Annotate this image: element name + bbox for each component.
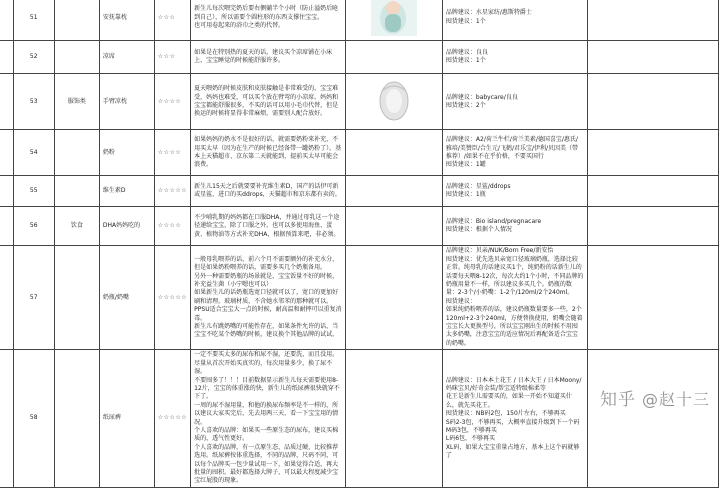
table-row [0, 176, 719, 207]
priority-stars: ☆☆☆ [154, 41, 190, 74]
product-image [345, 0, 442, 41]
row-number: 53 [13, 74, 54, 130]
item-description: 如果是在特别热的夏天的话，建议买个凉席铺在小床上，宝宝睡觉的时候能舒服许多。 [191, 41, 345, 74]
brand-suggestion: 品牌建议：贝亲/NUK/Born Free/新安怡 囤货建议：优先选贝亲宽口径玻璃奶瓶，选择比较正常。纯母乳的话建议买1个，纯奶粉的话新生儿的话要每天喂8-12次，每次大约1个小时，不同品牌的奶瓶用量不一样，所以建议多买几个。奶瓶的数量：2-3个/小奶嘴：1-2个/120ml/2个240ml。 囤货建议： 如果纯奶粉喂养的话，建议奶瓶数量要多一些，2个120ml+2-3个240ml，方便替换使用，奶嘴会随着宝宝长大更换型号，所以宝宝刚出生的时候不用囤太多奶嘴，注意宝宝的适应情况后再配备适合宝宝的奶嘴。 [442, 246, 587, 350]
product-image [345, 74, 442, 130]
row-number: 51 [13, 0, 54, 41]
zhihu-logo: 知乎 [599, 390, 636, 410]
item-name: DHA妈妈吃的 [99, 207, 154, 246]
item-name: 维生素D [99, 176, 154, 207]
priority-stars: ☆☆☆ [154, 0, 190, 41]
priority-stars: ☆☆☆☆☆ [154, 350, 190, 488]
row-number: 52 [13, 41, 54, 74]
brand-suggestion: 品牌建议：星鲨/ddrops 囤货建议：1瓶 [442, 176, 587, 207]
brand-suggestion: 品牌建议：良良 囤货建议：1个 [442, 41, 587, 74]
priority-stars: ☆☆☆☆ [154, 130, 190, 176]
item-description: 一般母乳喂养的话，前六个月不需要额外的补充水分，但是如果奶粉喂养的话，需要多买几个奶瓶备用。 另外一种需要奶瓶的场景就是，宝宝饭量不好的时候，补充益生菌（小宁嗯也可以） 如果新生儿的话奶瓶选宽口径就可以了，宽口的更加好刷和清理。玻璃材质，不含她水邻苯的那种就可以。PPSU适合宝宝大一点的时候，耐高温和耐摔可以重复消毒。 新生儿有跳奶嘴的可能性存在，如果条件允许的话，当宝宝不吃某个奶嘴的时候，建议换个其他品牌的试试。 [191, 246, 345, 350]
item-name: 奶瓶/奶嘴 [99, 246, 154, 350]
brand-suggestion: 品牌建议：Bio island/pregnacare 囤货建议：根据个人情况 [442, 207, 587, 246]
item-name: 纸尿裤 [99, 350, 154, 488]
pillow-product-image [371, 0, 417, 36]
priority-stars: ☆☆☆☆☆ [154, 246, 190, 350]
table-row [0, 246, 719, 350]
category-cell: 饮食 [54, 207, 99, 246]
item-description: 如果妈妈的奶水不是很好的话，就需要奶粉来补充，不用买太早（因为在生产的时候已经备带一罐奶粉了）。基本上天猫超市、京东第二天就能到，提前买太早可能会浪费。 [191, 130, 345, 176]
brand-suggestion: 品牌建议：日本本土花王 / 日本大王 / 日本Moony/妈咪宝贝/好奇金装/帮宝适特级棉柔等 花王是新生儿需要买的，如果一开始不知道买什么，就先买花王。 囤货建议：NB码2包，150片左右，不够再买 S码2-3包，不够再买，大概率直接升级到下一个码 M码3包，不够再买 L码6包，不够再买 XL码，如果大宝宝重量占地方，基本上这个码就够了 [442, 350, 587, 488]
item-name: 凉席 [99, 41, 154, 74]
item-description: 新生儿15天之后就要要补充维生素D，国产的话伊可新或星鲨，进口的买ddrops，天猫超市和京东都有卖的。 [191, 176, 345, 207]
priority-stars: ☆☆☆☆ [154, 74, 190, 130]
table-row [0, 74, 719, 130]
item-description: 新生儿每次喂完奶后要右侧躺半个小时（防止溢奶后呛到自己），所以需要个圆柱形的东西支撑住宝宝。 也可用卷起来的浴巾之类的代替。 [191, 0, 345, 41]
row-number: 58 [13, 350, 54, 488]
row-number: 54 [13, 130, 54, 176]
category-cell [54, 0, 99, 41]
brand-suggestion: 品牌建议：A2/荷兰牛栏/荷兰美素/德国喜宝/惠氏/雅培/美赞臣/合生元/飞鹤/君乐宝/伊利/贝因美（带推荐）/如果不在乎价格，不要买国行 囤货建议：1罐 [442, 130, 587, 176]
table-row [0, 41, 719, 74]
category-cell: 服饰类 [54, 74, 99, 130]
brand-suggestion: 品牌建议：水星家纺/惠斯特爵士 囤货建议：1个 [442, 0, 587, 41]
table-row [0, 207, 719, 246]
table-row [0, 130, 719, 176]
item-description: 不少哺乳期的妈妈都在口服DHA，并通过母乳这一个途径递给宝宝，除了口服之外，也可以多使用海鱼、蛋黄、植物油等方式补充DHA，根据预算来吧，非必须。 [191, 207, 345, 246]
priority-stars: ☆☆☆☆☆ [154, 176, 190, 207]
brand-suggestion: 品牌建议：babycare/良良 囤货建议：2个 [442, 74, 587, 130]
table-row [0, 0, 719, 41]
row-number: 55 [13, 176, 54, 207]
priority-stars: ☆☆☆☆ [154, 207, 190, 246]
item-description: 夏天喂奶的时候皮肤和皮肤接触是非常难受的，宝宝难受，妈妈也难受，可以买个放在臂弯的小凉席。妈妈和宝宝都能舒服很多，不买的话可以用小毛巾代替，但是换运的时候将显得非常麻烦，需要别人配合放好。 [191, 74, 345, 130]
item-name: 奶粉 [99, 130, 154, 176]
row-number: 56 [13, 207, 54, 246]
watermark-author: @赵十三 [641, 390, 710, 409]
item-name: 手臂凉枕 [99, 74, 154, 130]
row-number: 57 [13, 246, 54, 350]
arm-pillow-product-image [372, 77, 416, 123]
table-row [0, 350, 719, 488]
zhihu-watermark [600, 385, 710, 410]
item-description: 一定不要买太多的尿布和尿不湿，还要洗，而且没用。尽量从首次开始买真实的，每次用量多少，换了尿不湿。 不要囤多了！！！目前数据显示新生儿每天需要使用8-12片，宝宝的体重涨的快，新生儿的纸尿裤很快就穿不下了。 一周的尿不湿用量，和他的换尿布频率是不一样的，所以建议大家买完后，先去用两三天，看一下宝宝用的情况。 个人喜欢的品牌：如果买一些原生态的尿布，建议买棉质的，透气性更好。 个人喜欢的品牌，有一点原生态，品质过硬，比较推荐选用。纸尿裤按体重选择，不同的品牌，尺码不同，可以每个品牌买一包少量试用一下，如果觉得合适，再大批量的囤积。最好都选择大牌子，可以最大程度减少宝宝红屁股的现象。 [191, 350, 345, 488]
item-name: 安抚靠枕 [99, 0, 154, 41]
